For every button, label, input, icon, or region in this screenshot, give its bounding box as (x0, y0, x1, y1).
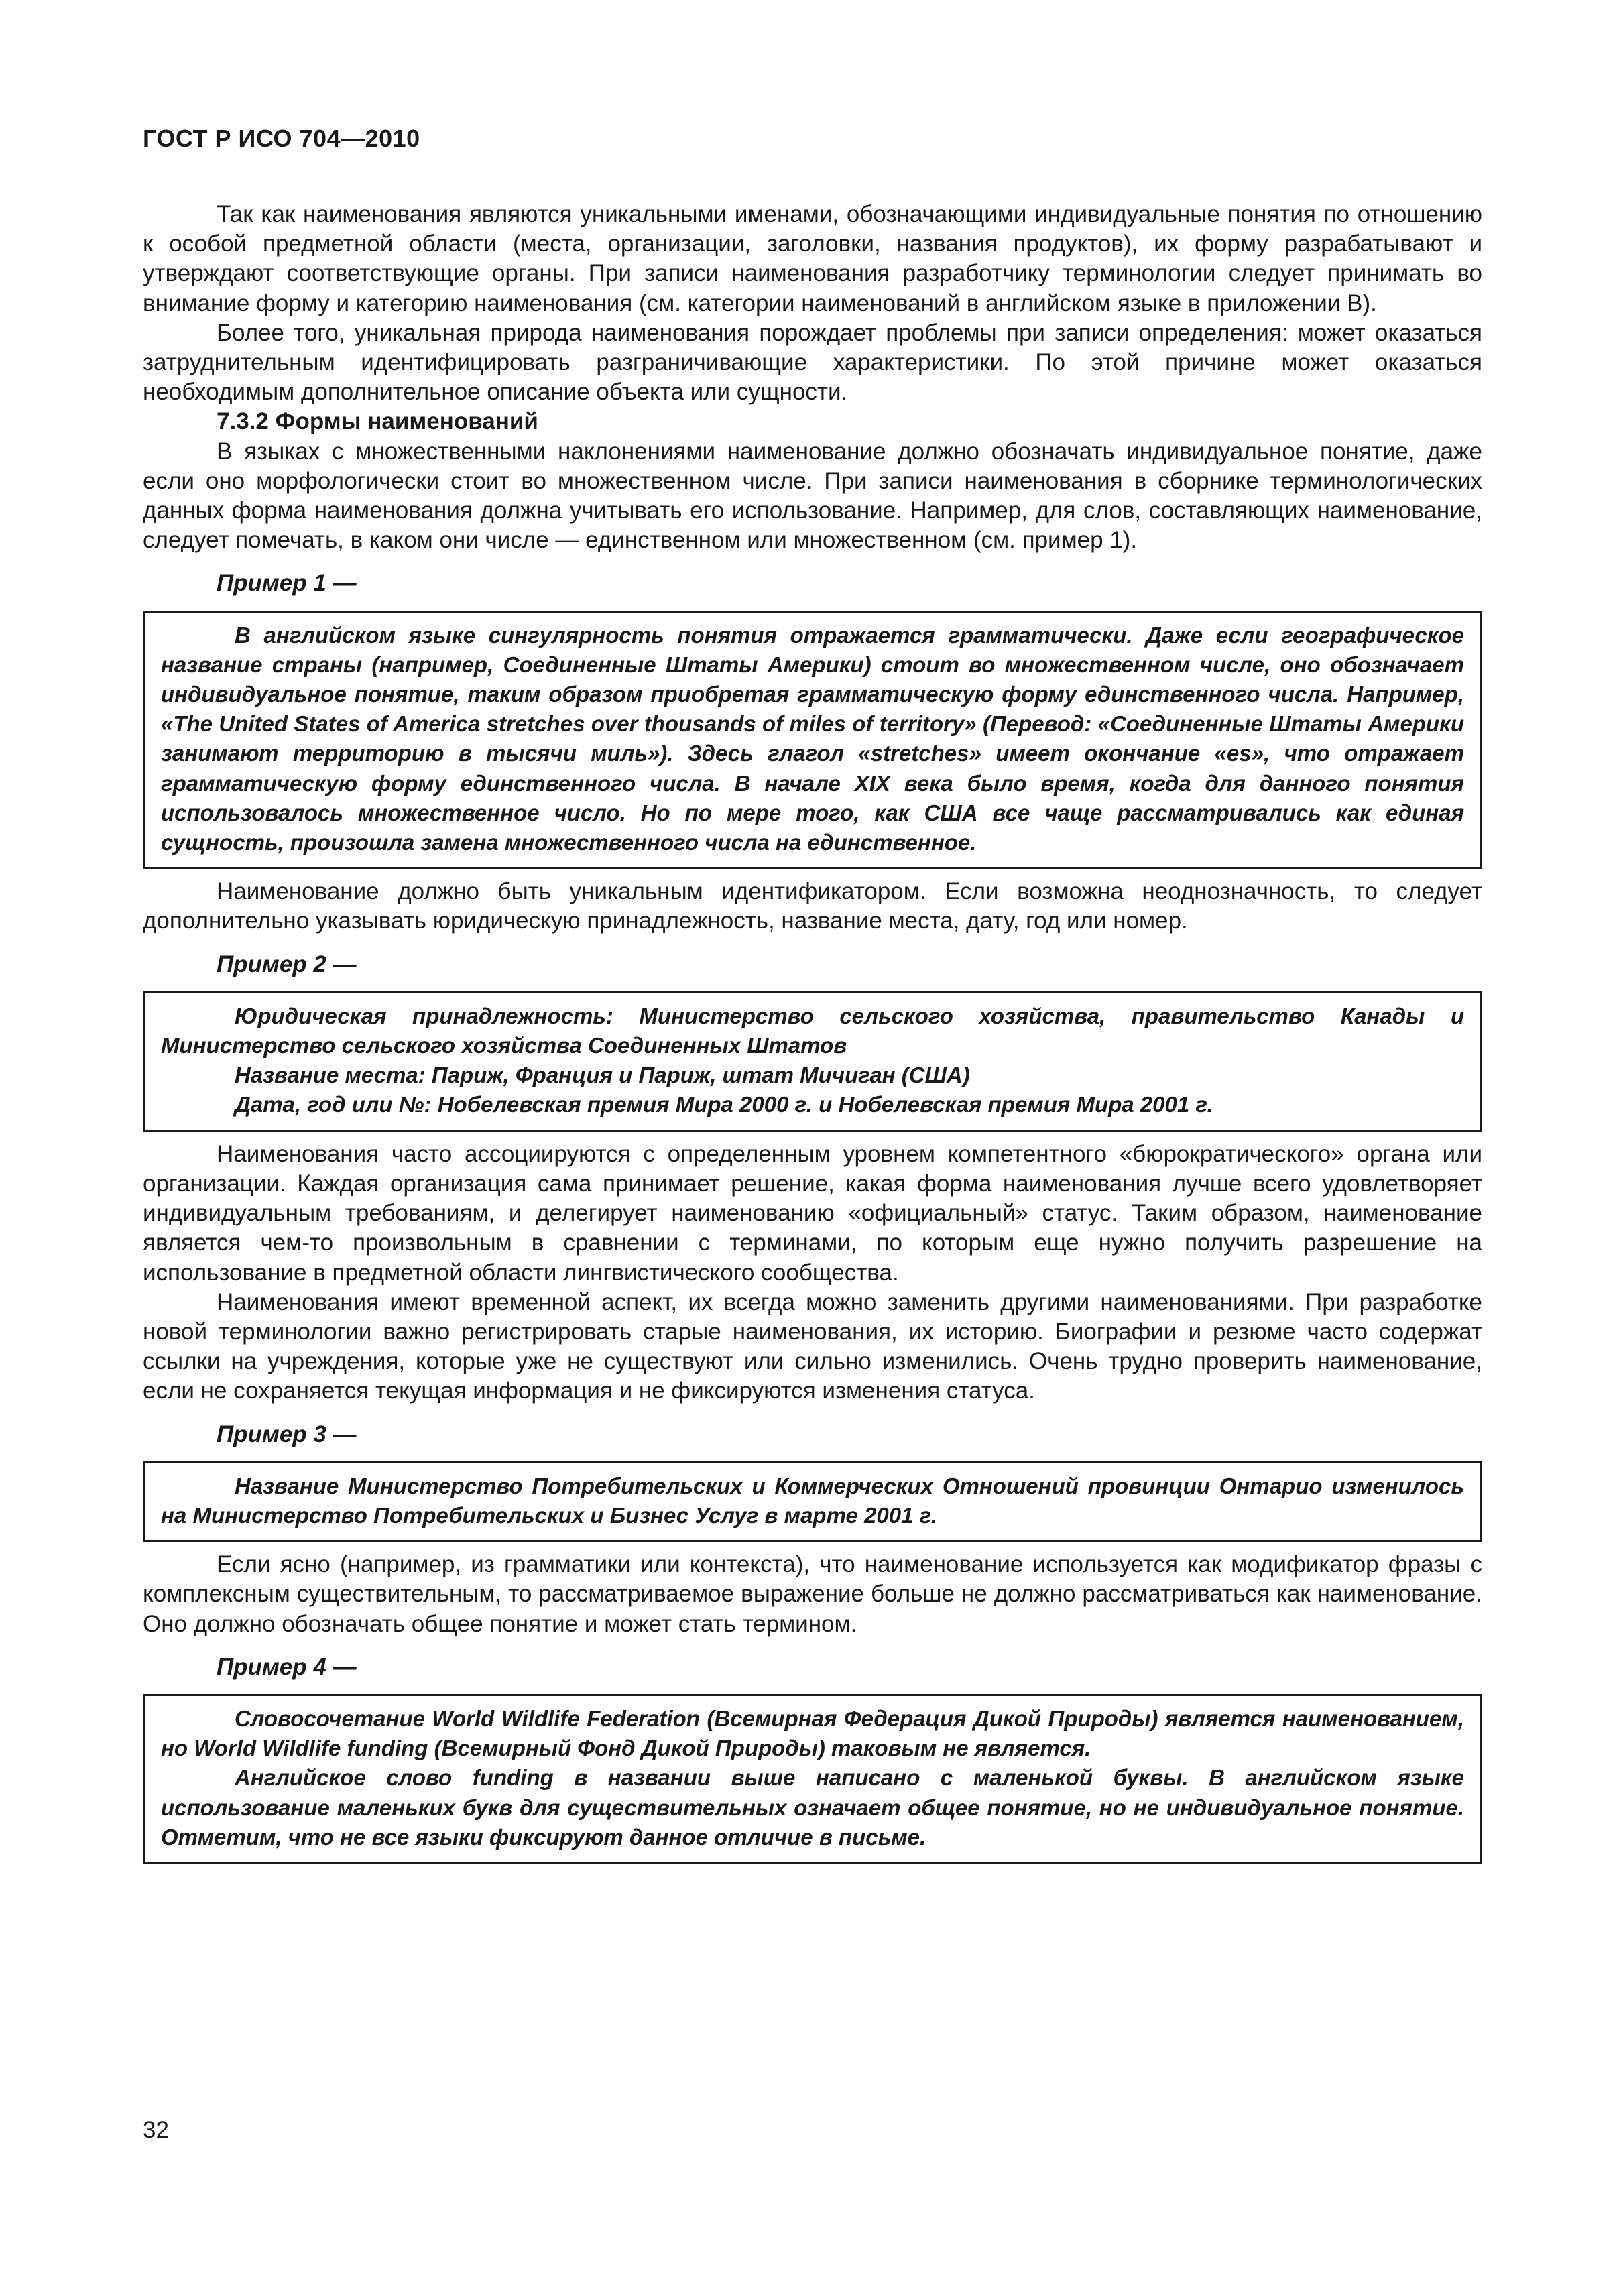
example-text: Дата, год или №: Нобелевская премия Мира 2000 г. и Нобелевская премия Мира 2001 г. (235, 1092, 1213, 1117)
example-label: Пример 1 — (217, 570, 357, 597)
example-label: Пример 4 — (217, 1653, 357, 1680)
section-heading: 7.3.2 Формы наименований (217, 408, 538, 435)
example-label: Пример 3 — (217, 1421, 357, 1447)
example-box (143, 1694, 1482, 1864)
document-body (143, 200, 1482, 1872)
example-text: Название Министерство Потребительских и Коммерческих Отношений провинции Онтарио изменилось на Министерство Потребительских и Бизнес Услуг в марте 2001 г. (161, 1473, 1464, 1528)
example-box (143, 991, 1482, 1132)
paragraph: Более того, уникальная природа наименования порождает проблемы при записи определения: может оказаться затруднительным идентифицировать разграничивающие характеристики. По этой причине может оказаться необходимым дополнительное описание объекта или сущности. (143, 319, 1482, 406)
example-box (143, 1461, 1482, 1542)
paragraph: Наименования часто ассоциируются с определенным уровнем компетентного «бюрократического» органа или организации. Каждая организация сама принимает решение, какая форма наименования лучше всего удовлетворяет индивидуальным требованиям, и делегирует наименованию «официальный» статус. Таким образом, наименование является чем-то произвольным в сравнении с терминами, по которым еще нужно получить разрешение на использование в предметной области лингвистического сообщества. (143, 1140, 1482, 1286)
paragraph: Наименование должно быть уникальным идентификатором. Если возможна неоднозначность, то следует дополнительно указывать юридическую принадлежность, название места, дату, год или номер. (143, 878, 1482, 934)
example-text: Юридическая принадлежность: Министерство сельского хозяйства, правительство Канады и Министерство сельского хозяйства Соединенных Штатов (161, 1003, 1464, 1059)
example-text: В английском языке сингулярность понятия отражается грамматически. Даже если географическое название страны (например, Соединенные Штаты Америки) стоит во множественном числе, оно обозначает индивидуальное понятие, таким образом приобретая грамматическую форму единственного числа. Например, «The United States of America stretches over thousands of miles of territory» (Перевод: «Соединенные Штаты Америки занимают территорию в тысячи миль»). Здесь глагол «stretches» имеет окончание «es», что отражает грамматическую форму единственного числа. В начале XIX века было время, когда для данного понятия использовалось множественное число. Но по мере того, как США все чаще рассматривались как единая сущность, произошла замена множественного числа на единственное. (161, 622, 1464, 855)
example-text: Английское слово funding в названии выше написано с маленькой буквы. В английском языке использование маленьких букв для существительных означает общее понятие, но не индивидуальное понятие. Отметим, что не все языки фиксируют данное отличие в письме. (161, 1765, 1464, 1850)
page-number: 32 (143, 2117, 169, 2143)
paragraph: В языках с множественными наклонениями наименование должно обозначать индивидуальное понятие, даже если оно морфологически стоит во множественном числе. При записи наименования в сборнике терминологических данных форма наименования должна учитывать его использование. Например, для слов, составляющих наименование, следует помечать, в каком они числе — единственном или множественном (см. пример 1). (143, 438, 1482, 554)
example-text: Название места: Париж, Франция и Париж, штат Мичиган (США) (235, 1063, 970, 1088)
paragraph: Так как наименования являются уникальными именами, обозначающими индивидуальные понятия по отношению к особой предметной области (места, организации, заголовки, названия продуктов), их форму разрабатывают и утверждают соответствующие органы. При записи наименования разработчику терминологии следует принимать во внимание форму и категорию наименования (см. категории наименований в английском языке в приложении В). (143, 201, 1482, 316)
example-label: Пример 2 — (217, 951, 357, 977)
paragraph: Если ясно (например, из грамматики или контекста), что наименование используется как модификатор фразы с комплексным существительным, то рассматриваемое выражение больше не должно рассматриваться как наименование. Оно должно обозначать общее понятие и может стать термином. (143, 1551, 1482, 1637)
example-text: Словосочетание World Wildlife Federation (Всемирная Федерация Дикой Природы) является наименованием, но World Wildlife funding (Всемирный Фонд Дикой Природы) таковым не является. (161, 1705, 1464, 1761)
example-box (143, 611, 1482, 869)
paragraph: Наименования имеют временной аспект, их всегда можно заменить другими наименованиями. При разработке новой терминологии важно регистрировать старые наименования, их историю. Биографии и резюме часто содержат ссылки на учреждения, которые уже не существуют или сильно изменились. Очень трудно проверить наименование, если не сохраняется текущая информация и не фиксируются изменения статуса. (143, 1288, 1482, 1404)
standard-header: ГОСТ Р ИСО 704—2010 (143, 125, 420, 152)
